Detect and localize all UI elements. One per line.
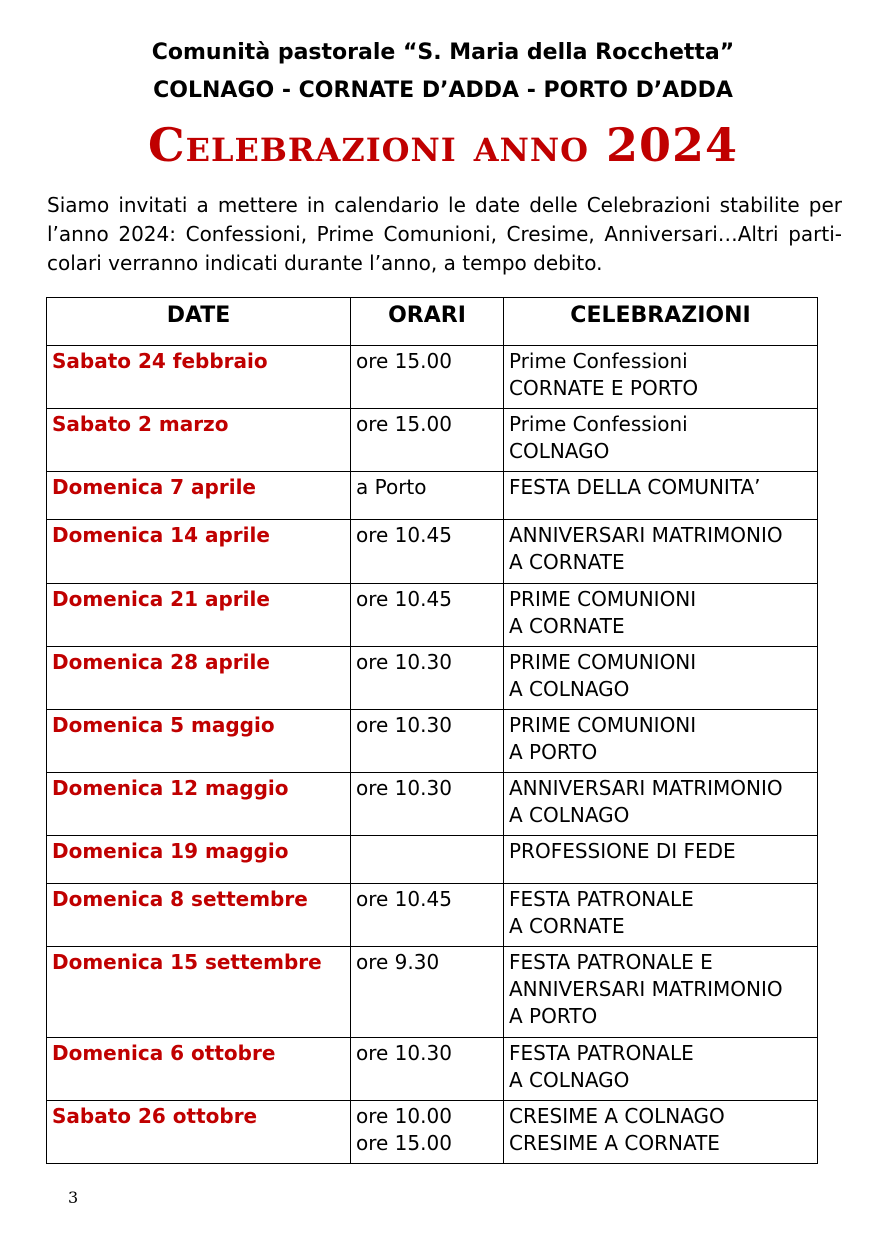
celebrazione-cell: FESTA PATRONALE E ANNIVERSARI MATRIMONIO A PORTO [504, 947, 818, 1038]
orari-cell: ore 10.45 [351, 584, 504, 647]
column-header-orari: ORARI [351, 298, 504, 346]
orari-cell: ore 10.00 ore 15.00 [351, 1101, 504, 1164]
date-cell: Domenica 12 maggio [47, 773, 351, 836]
celebrazione-cell: FESTA PATRONALE A COLNAGO [504, 1038, 818, 1101]
celebrazione-cell: PRIME COMUNIONI A PORTO [504, 710, 818, 773]
orari-cell: ore 15.00 [351, 409, 504, 472]
community-name: Comunità pastorale “S. Maria della Rocchetta” [151, 40, 735, 65]
column-header-celebrazioni: CELEBRAZIONI [504, 298, 818, 346]
orari-cell: ore 9.30 [351, 947, 504, 1038]
table-row [47, 1038, 818, 1101]
celebrazione-cell: Prime Confessioni COLNAGO [504, 409, 818, 472]
table-row [47, 836, 818, 884]
date-cell: Domenica 21 aprile [47, 584, 351, 647]
page-number: 3 [68, 1188, 79, 1207]
orari-cell: ore 10.30 [351, 773, 504, 836]
date-cell: Domenica 6 ottobre [47, 1038, 351, 1101]
orari-cell: ore 10.30 [351, 710, 504, 773]
table-row [47, 947, 818, 1038]
table-row [47, 520, 818, 584]
orari-cell: ore 10.30 [351, 647, 504, 710]
table-row [47, 1101, 818, 1164]
page-title: Celebrazioni anno 2024 [147, 118, 739, 172]
celebrazione-cell: PRIME COMUNIONI A CORNATE [504, 584, 818, 647]
celebrazione-cell: Prime Confessioni CORNATE E PORTO [504, 346, 818, 409]
date-cell: Sabato 24 febbraio [47, 346, 351, 409]
orari-cell: ore 10.45 [351, 520, 504, 584]
table-row [47, 884, 818, 947]
celebrazione-cell: FESTA DELLA COMUNITA’ [504, 472, 818, 520]
date-cell: Sabato 2 marzo [47, 409, 351, 472]
celebrazione-cell: ANNIVERSARI MATRIMONIO A CORNATE [504, 520, 818, 584]
date-cell: Sabato 26 ottobre [47, 1101, 351, 1164]
orari-cell [351, 836, 504, 884]
orari-cell: ore 15.00 [351, 346, 504, 409]
table-header-row [47, 298, 818, 346]
celebrazione-cell: ANNIVERSARI MATRIMONIO A COLNAGO [504, 773, 818, 836]
column-header-date: DATE [47, 298, 351, 346]
celebrations-table [46, 297, 818, 1164]
celebrazione-cell: FESTA PATRONALE A CORNATE [504, 884, 818, 947]
celebrazione-cell: PROFESSIONE DI FEDE [504, 836, 818, 884]
orari-cell: a Porto [351, 472, 504, 520]
date-cell: Domenica 19 maggio [47, 836, 351, 884]
table-row [47, 409, 818, 472]
date-cell: Domenica 7 aprile [47, 472, 351, 520]
date-cell: Domenica 14 aprile [47, 520, 351, 584]
date-cell: Domenica 8 settembre [47, 884, 351, 947]
table-row [47, 773, 818, 836]
parishes-line: COLNAGO - CORNATE D’ADDA - PORTO D’ADDA [153, 78, 733, 103]
table-row [47, 472, 818, 520]
date-cell: Domenica 28 aprile [47, 647, 351, 710]
orari-cell: ore 10.30 [351, 1038, 504, 1101]
orari-cell: ore 10.45 [351, 884, 504, 947]
date-cell: Domenica 5 maggio [47, 710, 351, 773]
table-row [47, 647, 818, 710]
celebrazione-cell: PRIME COMUNIONI A COLNAGO [504, 647, 818, 710]
celebrazione-cell: CRESIME A COLNAGO CRESIME A CORNATE [504, 1101, 818, 1164]
table-row [47, 346, 818, 409]
date-cell: Domenica 15 settembre [47, 947, 351, 1038]
intro-paragraph: Siamo invitati a mettere in calendario le date delle Celebrazioni stabilite per l’anno 2024: Confessioni, Prime Comunioni, Cresime, Anniversari…Altri parti-colari verranno indicati durante l’anno, a tempo debito. [47, 193, 842, 275]
table-row [47, 584, 818, 647]
table-row [47, 710, 818, 773]
